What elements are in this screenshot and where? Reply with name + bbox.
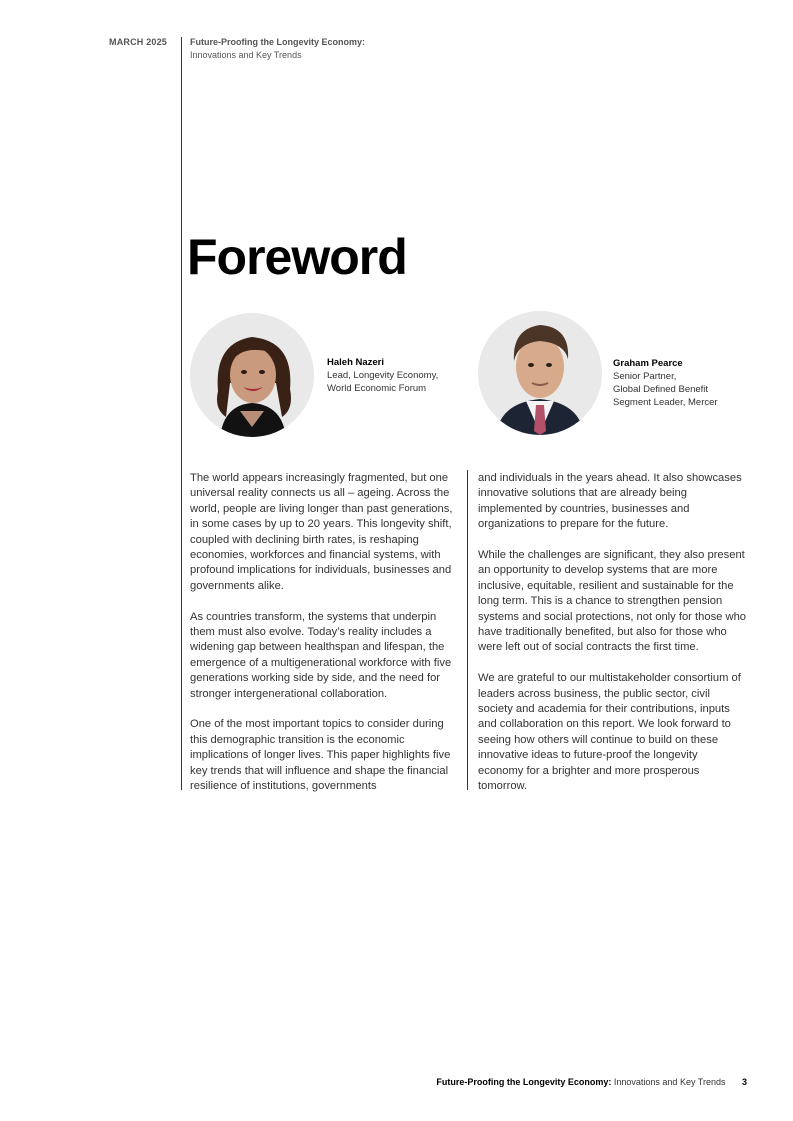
- body-column-right: [478, 471, 746, 810]
- body-paragraph: While the challenges are significant, they also present an opportunity to develop systems that are more inclusive, equitable, resilient and sustainable for the long term. This is a chance to strengthen pension systems and social protections, not only for those who have traditionally benefited, but also for those who were left out of social contracts the first time.: [478, 549, 747, 654]
- author-photo-haleh-nazeri: [190, 313, 314, 437]
- author-caption-haleh-nazeri: [327, 356, 438, 395]
- author-role-line: Global Defined Benefit: [613, 384, 709, 395]
- author-role-line: Senior Partner,: [613, 371, 677, 382]
- author-role-line: World Economic Forum: [327, 383, 427, 394]
- page-footer: [436, 1077, 747, 1087]
- footer-title-rest: Innovations and Key Trends: [613, 1077, 726, 1087]
- body-column-left: [190, 471, 458, 810]
- margin-rule: [181, 37, 182, 790]
- body-paragraph: As countries transform, the systems that underpin them must also evolve. Today’s reality includes a widening gap between healthspan and lifespan, the emergence of a multigenerational workforce with five generations working side by side, and the need for stronger intergenerational collaboration.: [190, 610, 452, 700]
- header-title: Future-Proofing the Longevity Economy:: [190, 37, 365, 47]
- author-caption-graham-pearce: [613, 357, 718, 409]
- footer-title-bold: Future-Proofing the Longevity Economy:: [436, 1077, 612, 1087]
- body-paragraph: and individuals in the years ahead. It also showcases innovative solutions that are already being implemented by countries, businesses and organizations to prepare for the future.: [478, 472, 742, 531]
- author-name: Graham Pearce: [613, 358, 683, 369]
- body-paragraph: One of the most important topics to consider during this demographic transition is the economic implications of longer lives. This paper highlights five key trends that will influence and shape the financial resilience of institutions, governments: [190, 718, 451, 793]
- body-paragraph: The world appears increasingly fragmented, but one universal reality connects us all – ageing. Across the world, people are living longer than past generations, in some cases by up to 20 years. This longevity shift, coupled with declining birth rates, is reshaping economies, workforces and financial systems, with profound implications for individuals, businesses and governments alike.: [190, 472, 453, 592]
- author-role-line: Segment Leader, Mercer: [613, 397, 718, 408]
- author-role-line: Lead, Longevity Economy,: [327, 370, 439, 381]
- header-date: MARCH 2025: [109, 37, 168, 47]
- author-name: Haleh Nazeri: [327, 357, 385, 368]
- column-divider: [467, 470, 468, 790]
- page-heading: Foreword: [187, 229, 407, 285]
- header-subtitle: Innovations and Key Trends: [190, 50, 302, 60]
- page-number: 3: [741, 1077, 747, 1087]
- author-photo-graham-pearce: [478, 311, 602, 435]
- body-paragraph: We are grateful to our multistakeholder consortium of leaders across business, the public sector, civil society and academia for their contributions, inputs and collaboration on this report. We look forward to seeing how others will continue to build on these innovative ideas to future-proof the longevity economy for a brighter and more prosperous tomorrow.: [478, 672, 741, 793]
